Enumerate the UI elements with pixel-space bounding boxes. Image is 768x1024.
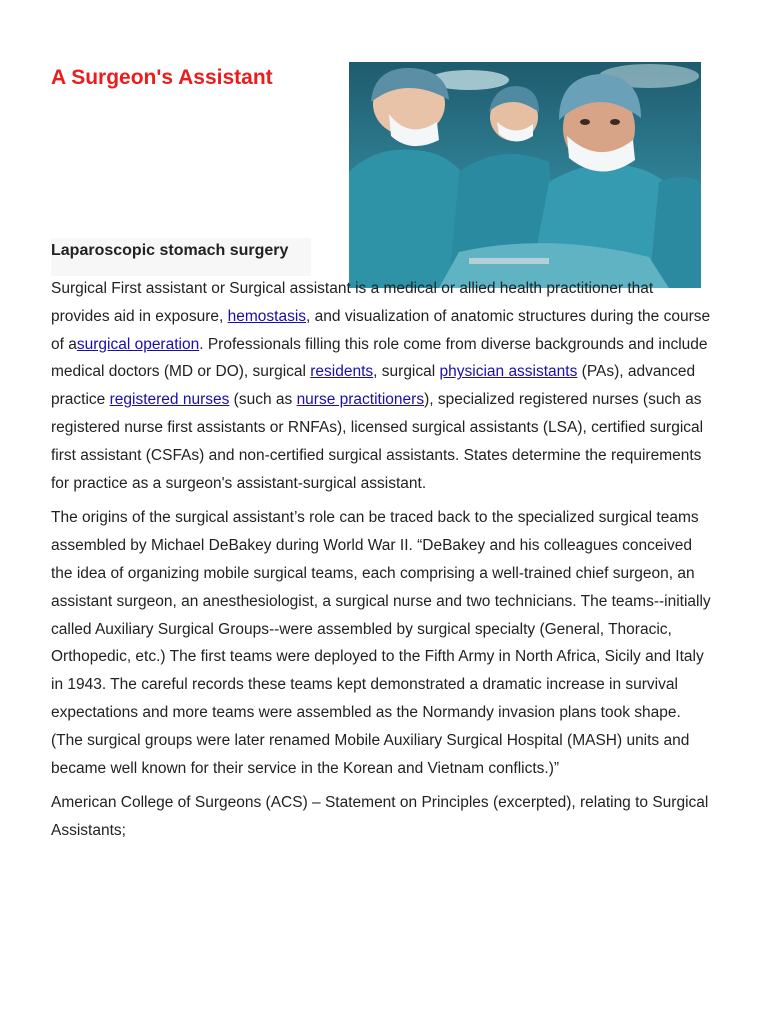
paragraph-3: American College of Surgeons (ACS) – Statement on Principles (excerpted), relating to Surgical Assistants; — [51, 794, 709, 840]
link-surgical-operation[interactable]: surgical operation — [76, 335, 200, 353]
text-segment: (PAs), advanced practice — [51, 363, 696, 409]
link-registered-nurses[interactable]: registered nurses — [109, 391, 230, 409]
paragraph-2: The origins of the surgical assistant’s role can be traced back to the specialized surgical teams assembled by Michael DeBakey during World War II. “DeBakey and his colleagues conceived the idea of organizing mobile surgical teams, each comprising a well-trained chief surgeon, an assistant surgeon, an anesthesiologist, a surgical nurse and two technicians. The teams--initially called Auxiliary Surgical Groups--were assembled by surgical specialty (General, Thoracic, Orthopedic, etc.) The first teams were deployed to the Fifth Army in North Africa, Sicily and Italy in 1943. The careful records these teams kept demonstrated a dramatic increase in survival expectations and more teams were assembled as the Normandy invasion plans took shape. (The surgical groups were later renamed Mobile Auxiliary Surgical Hospital (MASH) units and became well known for their service in the Korean and Vietnam conflicts.)” — [51, 509, 711, 777]
article-body — [51, 275, 711, 852]
subheading: Laparoscopic stomach surgery — [51, 242, 289, 259]
page-title: A Surgeon's Assistant — [51, 66, 273, 89]
paragraph-1 — [51, 275, 711, 497]
subheading-box — [51, 238, 311, 276]
link-residents[interactable]: residents — [310, 363, 374, 381]
link-nurse-practitioners[interactable]: nurse practitioners — [296, 391, 425, 409]
text-segment: (such as — [229, 391, 297, 409]
surgeons-photo — [349, 62, 701, 288]
text-segment: Surgical First assistant or Surgical assistant is a medical or allied health practitioner that provides aid in exposure, — [51, 280, 654, 325]
link-physician-assistants[interactable]: physician assistants — [439, 363, 578, 381]
text-segment: , and visualization of anatomic structures during the course of a — [51, 307, 711, 353]
text-segment: . Professionals filling this role come from diverse backgrounds and include medical doctors (MD or DO), surgical — [51, 335, 708, 381]
link-hemostasis[interactable]: hemostasis — [227, 307, 307, 325]
text-segment: , surgical — [373, 363, 440, 381]
text-segment: ), specialized registered nurses (such as registered nurse first assistants or RNFAs), licensed surgical assistants (LSA), certified surgical first assistant (CSFAs) and non-certified surgical assistants. States determine the requirements for practice as a surgeon's assistant-surgical assistant. — [51, 391, 704, 492]
